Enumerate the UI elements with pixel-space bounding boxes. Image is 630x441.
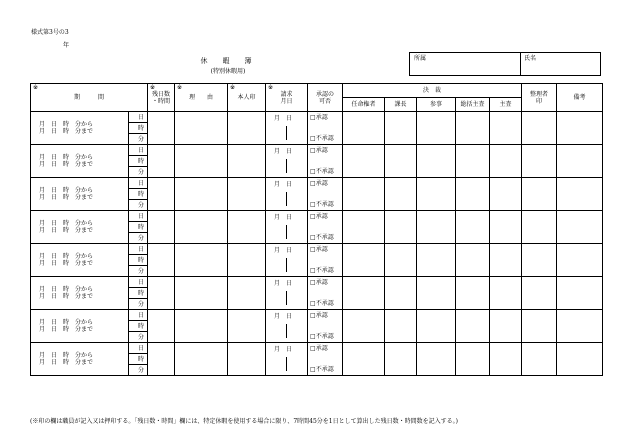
chief-header: 主査: [490, 98, 522, 112]
approve-checkbox[interactable]: □承認: [310, 213, 328, 220]
approve-checkbox[interactable]: □承認: [310, 147, 328, 154]
hour-unit-cell[interactable]: 時: [129, 288, 148, 299]
remaining-cell[interactable]: [148, 211, 175, 244]
reason-cell[interactable]: [175, 112, 228, 145]
reason-header: ※ 理 由: [175, 84, 228, 112]
manager-seal-cell[interactable]: [522, 211, 557, 244]
minute-unit-cell[interactable]: 分: [129, 200, 148, 211]
remarks-cell[interactable]: [557, 343, 603, 376]
remarks-cell[interactable]: [557, 112, 603, 145]
disapprove-checkbox[interactable]: □不承認: [310, 267, 334, 274]
counselor-seal-cell[interactable]: [417, 211, 456, 244]
reason-cell[interactable]: [175, 343, 228, 376]
section-chief-header: 課長: [385, 98, 417, 112]
remaining-cell[interactable]: [148, 244, 175, 277]
reason-cell[interactable]: [175, 277, 228, 310]
chief-seal-cell[interactable]: [490, 145, 522, 178]
seal-header: ※ 本人印: [228, 84, 266, 112]
period-cell[interactable]: 月 日 時 分から 月 日 時 分まで: [31, 244, 129, 277]
counselor-seal-cell[interactable]: [417, 310, 456, 343]
reason-cell[interactable]: [175, 145, 228, 178]
day-unit-cell[interactable]: 日: [129, 244, 148, 255]
manager-seal-header: 整理者 印: [522, 84, 557, 112]
remaining-cell[interactable]: [148, 112, 175, 145]
day-unit-cell[interactable]: 日: [129, 178, 148, 189]
remaining-cell[interactable]: [148, 145, 175, 178]
document-subtitle: (特別休暇用): [210, 68, 246, 75]
appointer-seal-cell[interactable]: [343, 343, 385, 376]
section-chief-seal-cell[interactable]: [385, 112, 417, 145]
record-rows: [31, 112, 603, 376]
period-cell[interactable]: 月 日 時 分から 月 日 時 分まで: [31, 112, 129, 145]
hour-unit-cell[interactable]: 時: [129, 123, 148, 134]
footnote: (※印の欄は職員が記入又は押印する。「残日数・時間」欄には、特定休暇を使用する場合に限り、7時間45分を1日として算出した残日数・時間数を記入する。): [30, 418, 458, 425]
approval-cell[interactable]: [308, 145, 343, 178]
record-row: [31, 112, 603, 123]
day-unit-cell[interactable]: 日: [129, 310, 148, 321]
remaining-days-header: ※ 残日数 ・時間: [148, 84, 175, 112]
form-number: 様式第3号の3: [31, 29, 69, 36]
affiliation-label: 所属: [414, 55, 427, 62]
counselor-seal-cell[interactable]: [417, 112, 456, 145]
approve-checkbox[interactable]: □承認: [310, 279, 328, 286]
request-date-cell[interactable]: 月 日: [266, 277, 308, 310]
appointer-header: 任命権者: [343, 98, 385, 112]
approval-header: 承認の 可否: [308, 84, 343, 112]
document-title: 休 暇 簿: [200, 57, 256, 65]
approval-cell[interactable]: [308, 310, 343, 343]
disapprove-checkbox[interactable]: □不承認: [310, 333, 334, 340]
section-chief-seal-cell[interactable]: [385, 178, 417, 211]
hour-unit-cell[interactable]: 時: [129, 354, 148, 365]
minute-unit-cell[interactable]: 分: [129, 233, 148, 244]
reason-cell[interactable]: [175, 211, 228, 244]
remarks-cell[interactable]: [557, 145, 603, 178]
record-row: [31, 244, 603, 255]
minute-unit-cell[interactable]: 分: [129, 365, 148, 376]
reason-cell[interactable]: [175, 310, 228, 343]
record-row: [31, 343, 603, 354]
general-chief-seal-cell[interactable]: [456, 244, 490, 277]
counselor-seal-cell[interactable]: [417, 145, 456, 178]
section-chief-seal-cell[interactable]: [385, 343, 417, 376]
record-row: [31, 178, 603, 189]
section-chief-seal-cell[interactable]: [385, 211, 417, 244]
chief-seal-cell[interactable]: [490, 244, 522, 277]
name-label: 氏名: [524, 55, 537, 62]
leave-record-table: [30, 83, 603, 376]
approval-cell[interactable]: [308, 211, 343, 244]
reason-cell[interactable]: [175, 244, 228, 277]
seal-cell[interactable]: [228, 343, 266, 376]
period-cell[interactable]: 月 日 時 分から 月 日 時 分まで: [31, 310, 129, 343]
disapprove-checkbox[interactable]: □不承認: [310, 135, 334, 142]
asterisk-mark-icon: ※: [268, 84, 274, 91]
remarks-cell[interactable]: [557, 178, 603, 211]
chief-seal-cell[interactable]: [490, 310, 522, 343]
chief-seal-cell[interactable]: [490, 277, 522, 310]
chief-seal-cell[interactable]: [490, 178, 522, 211]
remarks-cell[interactable]: [557, 310, 603, 343]
chief-seal-cell[interactable]: [490, 343, 522, 376]
general-chief-seal-cell[interactable]: [456, 145, 490, 178]
section-chief-seal-cell[interactable]: [385, 310, 417, 343]
asterisk-mark-icon: ※: [33, 84, 39, 91]
period-cell[interactable]: 月 日 時 分から 月 日 時 分まで: [31, 145, 129, 178]
request-date-cell[interactable]: 月 日: [266, 343, 308, 376]
approval-cell[interactable]: [308, 277, 343, 310]
approval-cell[interactable]: [308, 244, 343, 277]
reason-cell[interactable]: [175, 178, 228, 211]
approval-cell[interactable]: [308, 112, 343, 145]
day-unit-cell[interactable]: 日: [129, 277, 148, 288]
manager-seal-cell[interactable]: [522, 277, 557, 310]
minute-unit-cell[interactable]: 分: [129, 332, 148, 343]
record-row: [31, 310, 603, 321]
appointer-seal-cell[interactable]: [343, 211, 385, 244]
general-chief-seal-cell[interactable]: [456, 211, 490, 244]
counselor-seal-cell[interactable]: [417, 244, 456, 277]
seal-cell[interactable]: [228, 112, 266, 145]
chief-seal-cell[interactable]: [490, 211, 522, 244]
seal-cell[interactable]: [228, 211, 266, 244]
manager-seal-cell[interactable]: [522, 310, 557, 343]
hour-unit-cell[interactable]: 時: [129, 321, 148, 332]
general-chief-seal-cell[interactable]: [456, 277, 490, 310]
counselor-seal-cell[interactable]: [417, 343, 456, 376]
decision-header: 決 裁: [343, 84, 522, 98]
disapprove-checkbox[interactable]: □不承認: [310, 201, 334, 208]
section-chief-seal-cell[interactable]: [385, 145, 417, 178]
affiliation-name-box: [409, 52, 601, 76]
counselor-header: 参事: [417, 98, 456, 112]
approve-checkbox[interactable]: □承認: [310, 180, 328, 187]
section-chief-seal-cell[interactable]: [385, 277, 417, 310]
request-date-cell[interactable]: 月 日: [266, 244, 308, 277]
manager-seal-cell[interactable]: [522, 178, 557, 211]
request-date-cell[interactable]: 月 日: [266, 211, 308, 244]
approve-checkbox[interactable]: □承認: [310, 345, 328, 352]
appointer-seal-cell[interactable]: [343, 277, 385, 310]
manager-seal-cell[interactable]: [522, 145, 557, 178]
approval-cell[interactable]: [308, 343, 343, 376]
seal-cell[interactable]: [228, 244, 266, 277]
day-unit-cell[interactable]: 日: [129, 211, 148, 222]
appointer-seal-cell[interactable]: [343, 178, 385, 211]
request-date-cell[interactable]: 月 日: [266, 112, 308, 145]
day-unit-cell[interactable]: 日: [129, 343, 148, 354]
year-label: 年: [63, 42, 70, 49]
remarks-cell[interactable]: [557, 244, 603, 277]
minute-unit-cell[interactable]: 分: [129, 299, 148, 310]
request-date-header: ※ 請求 月日: [266, 84, 308, 112]
period-cell[interactable]: 月 日 時 分から 月 日 時 分まで: [31, 178, 129, 211]
seal-cell[interactable]: [228, 178, 266, 211]
general-chief-seal-cell[interactable]: [456, 112, 490, 145]
chief-seal-cell[interactable]: [490, 112, 522, 145]
appointer-seal-cell[interactable]: [343, 244, 385, 277]
disapprove-checkbox[interactable]: □不承認: [310, 234, 334, 241]
appointer-seal-cell[interactable]: [343, 310, 385, 343]
approve-checkbox[interactable]: □承認: [310, 246, 328, 253]
asterisk-mark-icon: ※: [230, 84, 236, 91]
general-chief-header: 総括主査: [456, 98, 490, 112]
hour-unit-cell[interactable]: 時: [129, 255, 148, 266]
minute-unit-cell[interactable]: 分: [129, 134, 148, 145]
approve-checkbox[interactable]: □承認: [310, 114, 328, 121]
record-row: [31, 211, 603, 222]
manager-seal-cell[interactable]: [522, 112, 557, 145]
period-cell[interactable]: 月 日 時 分から 月 日 時 分まで: [31, 277, 129, 310]
appointer-seal-cell[interactable]: [343, 112, 385, 145]
hour-unit-cell[interactable]: 時: [129, 222, 148, 233]
approve-checkbox[interactable]: □承認: [310, 312, 328, 319]
manager-seal-cell[interactable]: [522, 244, 557, 277]
request-date-cell[interactable]: 月 日: [266, 178, 308, 211]
counselor-seal-cell[interactable]: [417, 277, 456, 310]
remaining-cell[interactable]: [148, 277, 175, 310]
period-header: ※ 期 間: [31, 84, 148, 112]
remaining-cell[interactable]: [148, 343, 175, 376]
day-unit-cell[interactable]: 日: [129, 112, 148, 123]
disapprove-checkbox[interactable]: □不承認: [310, 168, 334, 175]
seal-cell[interactable]: [228, 310, 266, 343]
record-row: [31, 277, 603, 288]
general-chief-seal-cell[interactable]: [456, 310, 490, 343]
seal-cell[interactable]: [228, 277, 266, 310]
seal-cell[interactable]: [228, 145, 266, 178]
remaining-cell[interactable]: [148, 178, 175, 211]
disapprove-checkbox[interactable]: □不承認: [310, 300, 334, 307]
general-chief-seal-cell[interactable]: [456, 178, 490, 211]
minute-unit-cell[interactable]: 分: [129, 167, 148, 178]
asterisk-mark-icon: ※: [177, 84, 183, 91]
remarks-header: 備考: [557, 84, 603, 112]
request-date-cell[interactable]: 月 日: [266, 145, 308, 178]
hour-unit-cell[interactable]: 時: [129, 189, 148, 200]
record-row: [31, 145, 603, 156]
approval-cell[interactable]: [308, 178, 343, 211]
period-cell[interactable]: 月 日 時 分から 月 日 時 分まで: [31, 343, 129, 376]
general-chief-seal-cell[interactable]: [456, 343, 490, 376]
remarks-cell[interactable]: [557, 211, 603, 244]
counselor-seal-cell[interactable]: [417, 178, 456, 211]
disapprove-checkbox[interactable]: □不承認: [310, 366, 334, 373]
hour-unit-cell[interactable]: 時: [129, 156, 148, 167]
remarks-cell[interactable]: [557, 277, 603, 310]
day-unit-cell[interactable]: 日: [129, 145, 148, 156]
asterisk-mark-icon: ※: [150, 84, 156, 91]
minute-unit-cell[interactable]: 分: [129, 266, 148, 277]
request-date-cell[interactable]: 月 日: [266, 310, 308, 343]
manager-seal-cell[interactable]: [522, 343, 557, 376]
appointer-seal-cell[interactable]: [343, 145, 385, 178]
period-cell[interactable]: 月 日 時 分から 月 日 時 分まで: [31, 211, 129, 244]
remaining-cell[interactable]: [148, 310, 175, 343]
section-chief-seal-cell[interactable]: [385, 244, 417, 277]
